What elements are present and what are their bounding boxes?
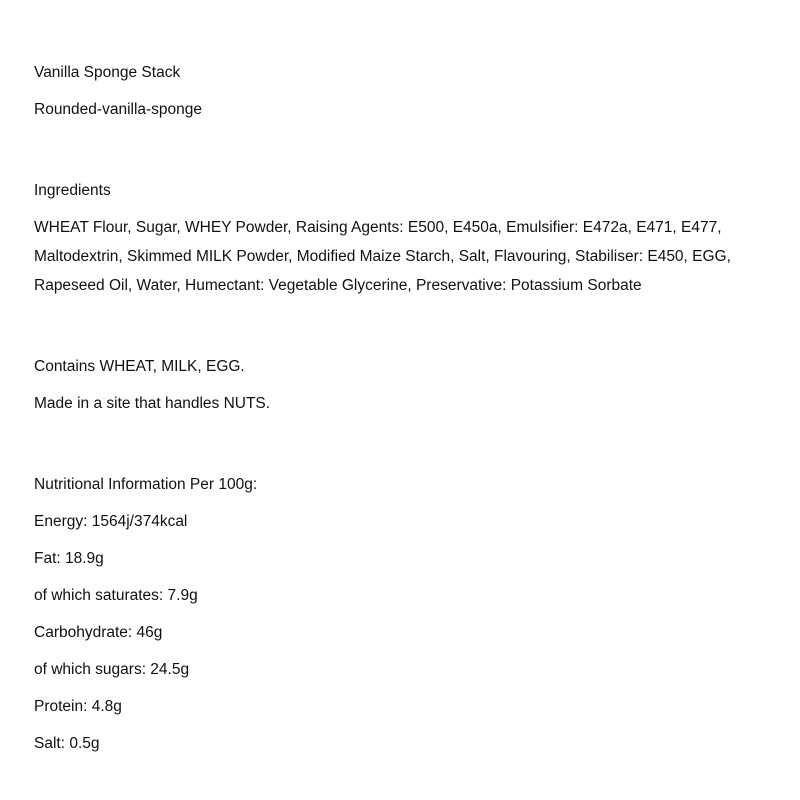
product-name: Vanilla Sponge Stack [34, 64, 181, 81]
ingredients-list [34, 213, 784, 300]
product-code: Rounded-vanilla-sponge [34, 101, 203, 118]
ingredients-line: Rapeseed Oil, Water, Humectant: Vegetable Glycerine, Preservative: Potassium Sorbate [34, 277, 642, 294]
ingredients-line: Maltodextrin, Skimmed MILK Powder, Modified Maize Starch, Salt, Flavouring, Stabiliser: E450, EGG, [34, 248, 731, 265]
nutrition-row-protein: Protein: 4.8g [34, 698, 122, 715]
ingredients-heading: Ingredients [34, 182, 111, 199]
nutrition-row-energy: Energy: 1564j/374kcal [34, 513, 188, 530]
nutrition-row-saturates: of which saturates: 7.9g [34, 587, 198, 604]
allergen-site-warning: Made in a site that handles NUTS. [34, 395, 271, 412]
nutrition-row-salt: Salt: 0.5g [34, 735, 100, 752]
content-column [34, 58, 784, 758]
allergen-contains: Contains WHEAT, MILK, EGG. [34, 358, 245, 375]
ingredients-line: WHEAT Flour, Sugar, WHEY Powder, Raising Agents: E500, E450a, Emulsifier: E472a, E471, E477, [34, 219, 722, 236]
nutrition-row-fat: Fat: 18.9g [34, 550, 104, 567]
nutrition-row-sugars: of which sugars: 24.5g [34, 661, 190, 678]
nutrition-heading: Nutritional Information Per 100g: [34, 476, 258, 493]
nutrition-row-carbohydrate: Carbohydrate: 46g [34, 624, 163, 641]
